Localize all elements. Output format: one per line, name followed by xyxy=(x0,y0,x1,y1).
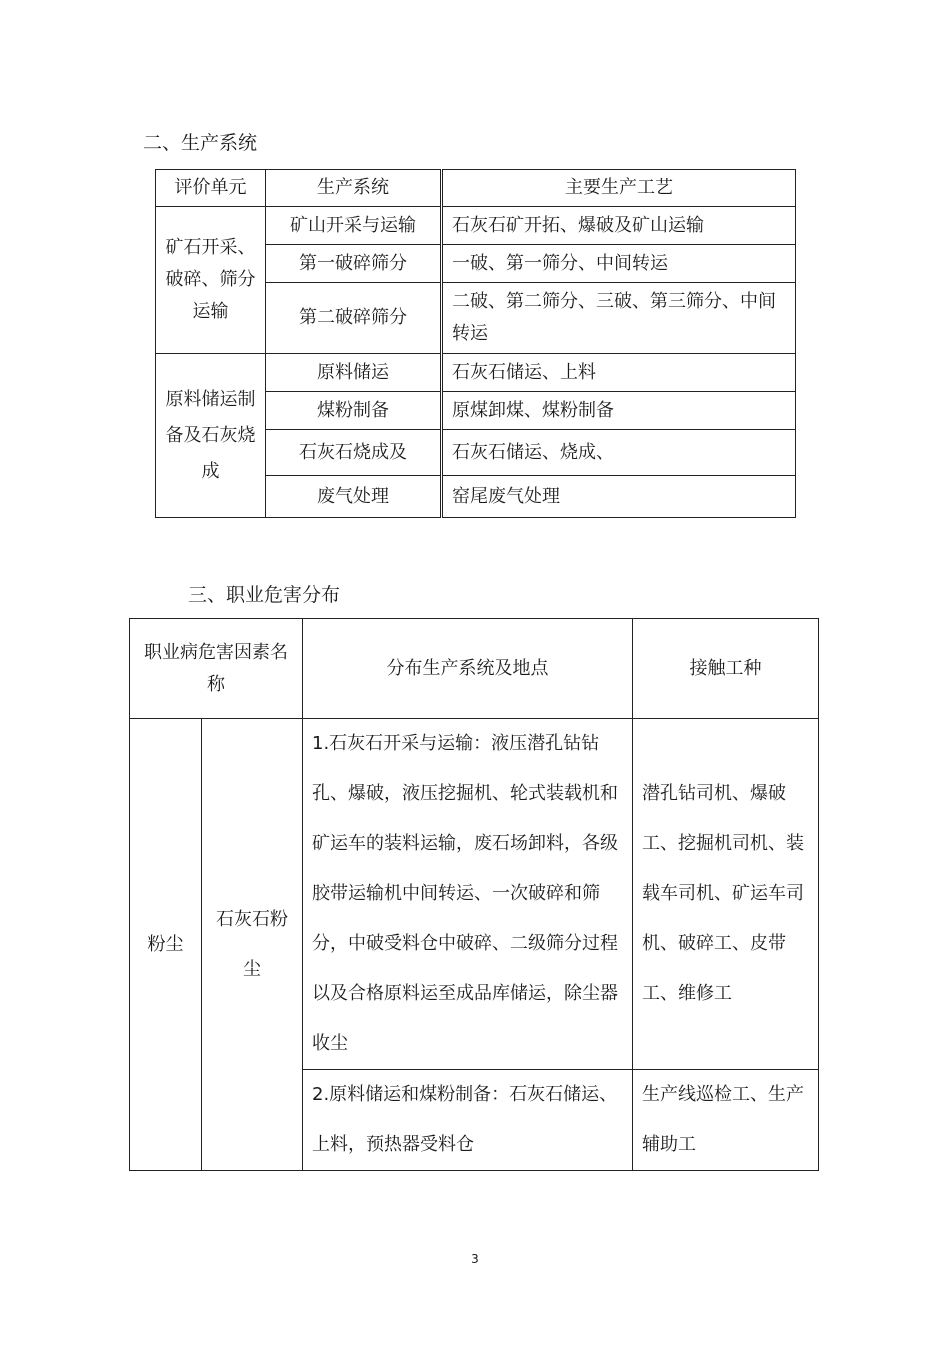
table-header-row xyxy=(156,170,796,207)
table-header-row xyxy=(130,619,819,719)
table-row xyxy=(156,354,796,392)
location-cell: 1.石灰石开采与运输：液压潜孔钻钻孔、爆破，液压挖掘机、轮式装载机和矿运车的装料运输，废石场卸料，各级胶带运输机中间转运、一次破碎和筛分，中破受料仓中破碎、二级筛分过程以及合格原料运至成品库储运，除尘器收尘 xyxy=(303,719,633,1070)
header-process: 主要生产工艺 xyxy=(442,170,796,207)
hazard-category-cell: 粉尘 xyxy=(130,719,202,1171)
workers-cell: 生产线巡检工、生产辅助工 xyxy=(633,1070,819,1171)
system-cell: 矿山开采与运输 xyxy=(266,207,442,245)
process-cell: 原煤卸煤、煤粉制备 xyxy=(442,392,796,430)
page-number: 3 xyxy=(471,1252,479,1266)
process-cell: 窑尾废气处理 xyxy=(442,476,796,518)
header-unit: 评价单元 xyxy=(156,170,266,207)
workers-cell: 潜孔钻司机、爆破工、挖掘机司机、装载车司机、矿运车司机、破碎工、皮带工、维修工 xyxy=(633,719,819,1070)
system-cell: 煤粉制备 xyxy=(266,392,442,430)
header-system: 生产系统 xyxy=(266,170,442,207)
unit-cell: 矿石开采、破碎、筛分运输 xyxy=(156,207,266,354)
system-cell: 废气处理 xyxy=(266,476,442,518)
table-row xyxy=(130,719,819,1070)
header-factor-name: 职业病危害因素名称 xyxy=(130,619,303,719)
system-cell: 第二破碎筛分 xyxy=(266,283,442,354)
section3-title: 三、职业危害分布 xyxy=(188,584,341,606)
table-row xyxy=(156,207,796,245)
location-cell: 2.原料储运和煤粉制备：石灰石储运、上料，预热器受料仓 xyxy=(303,1070,633,1171)
process-cell: 石灰石储运、上料 xyxy=(442,354,796,392)
system-cell: 原料储运 xyxy=(266,354,442,392)
process-cell: 石灰石矿开拓、爆破及矿山运输 xyxy=(442,207,796,245)
process-cell: 石灰石储运、烧成、 xyxy=(442,430,796,476)
hazard-factor-cell: 石灰石粉尘 xyxy=(202,719,303,1171)
hazard-distribution-table xyxy=(129,618,819,1171)
process-cell: 一破、第一筛分、中间转运 xyxy=(442,245,796,283)
section2-title: 二、生产系统 xyxy=(143,132,258,154)
process-cell: 二破、第二筛分、三破、第三筛分、中间转运 xyxy=(442,283,796,354)
production-system-table xyxy=(155,169,796,518)
unit-cell: 原料储运制备及石灰烧成 xyxy=(156,354,266,518)
header-workers: 接触工种 xyxy=(633,619,819,719)
header-location: 分布生产系统及地点 xyxy=(303,619,633,719)
system-cell: 石灰石烧成及 xyxy=(266,430,442,476)
system-cell: 第一破碎筛分 xyxy=(266,245,442,283)
